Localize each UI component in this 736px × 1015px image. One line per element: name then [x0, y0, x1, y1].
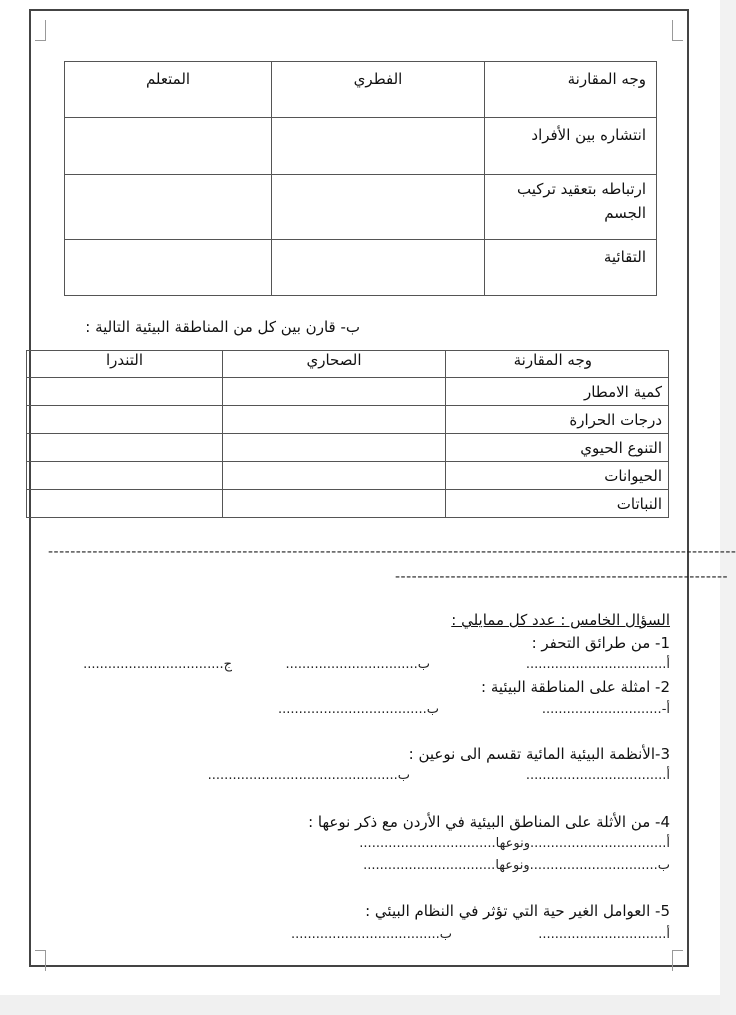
answer-label: ب — [657, 858, 670, 873]
table-cell-empty — [272, 240, 485, 296]
table-row-label: درجات الحرارة — [446, 406, 669, 434]
table-cell-empty — [65, 118, 272, 175]
table-header-cell: الفطري — [272, 62, 485, 118]
answer-label: أ — [666, 768, 670, 783]
table-row-label: الحيوانات — [446, 462, 669, 490]
answer-type-label: ونوعها — [495, 858, 530, 873]
table-row-label: التقائية — [485, 240, 657, 296]
answer-line-a: أ-............................. — [541, 702, 670, 717]
table-header-cell: وجه المقارنة — [446, 351, 669, 378]
answer-label: ب — [417, 657, 430, 672]
dashed-answer-line: ------------------------------------------------------------ — [395, 569, 729, 585]
table-row-label: ارتباطه بتعقيد تركيب الجسم — [485, 175, 657, 240]
comparison-table-biomes — [26, 350, 669, 518]
question-item: 5- العوامل الغير حية التي تؤثر في النظام البيئي : — [365, 902, 670, 920]
answer-label: ب — [397, 768, 410, 783]
question-item: 1- من طرائق التحفر : — [531, 634, 670, 652]
answer-line-a: أ.................................. — [525, 657, 670, 672]
table-header-cell: المتعلم — [65, 62, 272, 118]
table-cell-empty — [65, 240, 272, 296]
dashed-answer-line: ---------------------------------------------------------------------------------------------------------------------------- — [48, 544, 736, 560]
crop-mark-top-right — [672, 20, 683, 41]
answer-line-b: ب...............................ونوعها................................ — [363, 858, 670, 873]
answer-line-b: ب.................................... — [277, 702, 439, 717]
table-cell-empty — [272, 175, 485, 240]
question-item: 4- من الأثلة على المناطق البيئية في الأردن مع ذكر نوعها : — [308, 813, 670, 831]
crop-mark-top-left — [35, 20, 46, 41]
answer-line-a: أ.................................ونوعها................................. — [359, 836, 670, 851]
table-header-cell: الصحاري — [223, 351, 446, 378]
question-title: السؤال الخامس : عدد كل ممايلي : — [451, 611, 670, 629]
table-row-label: انتشاره بين الأفراد — [485, 118, 657, 175]
answer-line-c: ج.................................. — [83, 657, 232, 672]
answer-type-label: ونوعها — [495, 836, 530, 851]
answer-label: أ — [666, 657, 670, 672]
crop-mark-bottom-right — [672, 950, 683, 971]
answer-line-b: ب.............................................. — [207, 768, 410, 783]
answer-label: أ- — [661, 702, 670, 717]
answer-line-a: أ............................... — [538, 927, 670, 942]
table-cell-empty — [65, 175, 272, 240]
answer-line-b: ب................................ — [285, 657, 430, 672]
answer-label: ب — [439, 927, 452, 942]
crop-mark-bottom-left — [35, 950, 46, 971]
section-b-title: ب- قارن بين كل من المناطقة البيئية التالية : — [85, 318, 360, 336]
answer-line-b: ب.................................... — [290, 927, 452, 942]
answer-label: ب — [426, 702, 439, 717]
answer-label: أ — [666, 836, 670, 851]
answer-line-a: أ.................................. — [525, 768, 670, 783]
table-header-cell: وجه المقارنة — [485, 62, 657, 118]
answer-label: أ — [666, 927, 670, 942]
table-cell-empty — [272, 118, 485, 175]
table-row-label: كمية الامطار — [446, 378, 669, 406]
table-header-cell: التندرا — [27, 351, 223, 378]
comparison-table-behavior — [64, 61, 657, 296]
answer-label: ج — [223, 657, 232, 672]
table-row-label: التنوع الحيوي — [446, 434, 669, 462]
table-row-label: النباتات — [446, 490, 669, 518]
question-item: 3-الأنظمة البيئية المائية تقسم الى نوعين : — [408, 745, 670, 763]
viewer-bottom-bar — [0, 995, 720, 1015]
question-item: 2- امثلة على المناطقة البيئية : — [481, 678, 670, 696]
